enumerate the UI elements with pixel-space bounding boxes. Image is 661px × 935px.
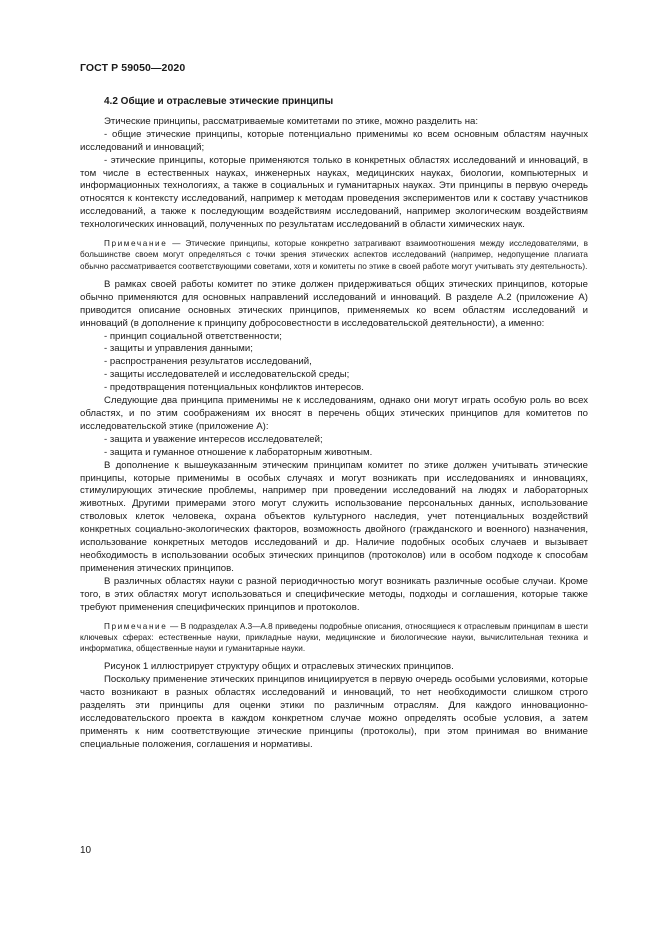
paragraph-conclusion: Поскольку применение этических принципов инициируется в первую очередь особыми условиями, которые часто возникают в разных областях исследований и инноваций, то нет необходимости слишком строго разделять эти принципы для оценки этики по различным отраслям. Для каждого инновационно-исследовательского проекта в каждом конкретном случае можно определять особые условия, а затем применять к ним соответствующие этические принципы (протоколы), при этом принимая во внимание специальные положения, соглашения и нормативы. (80, 674, 588, 750)
list-item: - предотвращения потенциальных конфликтов интересов. (104, 382, 364, 394)
list-item: - защиты и управления данными; (104, 343, 253, 355)
paragraph-fields-of-science: В различных областях науки с разной периодичностью могут возникать различные особые случаи. Кроме того, в этих областях могут использоваться и специфические методы, подходы и соглашения, которые также требуют применения специфических принципов и протоколов. (80, 575, 588, 613)
note-label: Примечание (104, 621, 168, 631)
paragraph-specific-principles: - этические принципы, которые применяются только в конкретных областях исследований и инноваций, в том числе в естественных науках, инженерных науках, медицинских науках, биологии, компьютерных и информационных технологиях, а также в социальных и гуманитарных науках. Эти принципы в первую очередь относятся к контексту исследований, например к методам проведения экспериментов или к составу участников исследований, а также к последующим воздействиям исследований, например экологическим воздействиям технологических инноваций, полученных по результатам исследований в области химических наук. (80, 154, 588, 231)
list-item: - защиты исследователей и исследовательской среды; (104, 369, 350, 381)
note-text: — В подразделах А.3—А.8 приведены подробные описания, относящиеся к отраслевым принципам в шести ключевых сферах: естественные науки, прикладные науки, медицинские и биологические науки, вычислительная техника и информатика, общественные науки и гуманитарные науки. (80, 621, 588, 654)
section-title: 4.2 Общие и отраслевые этические принципы (104, 96, 334, 107)
paragraph-figure-reference: Рисунок 1 иллюстрирует структуру общих и отраслевых этических принципов. (104, 661, 454, 673)
paragraph-special-cases: В дополнение к вышеуказанным этическим принципам комитет по этике должен учитывать этические принципы, которые применимы в особых случаях и могут возникать при исследованиях и инновациях, стимулирующих этические проблемы, например при проведении исследований на людях и лабораторных животных. Другими примерами этого могут служить использование персональных данных, использование стволовых клеток человека, охрана объектов культурного наследия, учет потенциальных воздействий конкретных социально-экологических факторов, возможность двойного (гражданского и военного) назначения, использование конкретных методов исследований и др. Наличие подобных особых случаев и вызывает необходимость в использовании особых этических принципов (протоколов) или в особом подходе к способам применения этических принципов. (80, 459, 588, 574)
list-item: - принцип социальной ответственности; (104, 330, 282, 342)
paragraph-general-principles: - общие этические принципы, которые потенциально применимы ко всем основным областям научных исследований и инноваций; (80, 128, 588, 153)
note-label: Примечание (104, 239, 168, 249)
paragraph-two-principles: Следующие два принципа применимы не к исследованиям, однако они могут играть особую роль во всех областях, и по этим соображениям их вносят в перечень общих этических принципов для комитетов по исследовательской этике (приложение А): (80, 395, 588, 432)
page-body (80, 96, 588, 752)
list-item: - защита и уважение интересов исследователей; (104, 433, 323, 445)
document-header: ГОСТ Р 59050—2020 (80, 62, 186, 74)
list-item: - защита и гуманное отношение к лабораторным животным. (104, 446, 373, 458)
paragraph-intro: Этические принципы, рассматриваемые комитетами по этике, можно разделить на: (104, 115, 478, 127)
paragraph-committee-work: В рамках своей работы комитет по этике должен придерживаться общих этических принципов, которые обычно применяются для основных направлений исследований и инноваций. В разделе А.2 (приложение А) приводится описание основных этических принципов, применяемых ко всем областям исследований и инноваций (в дополнение к принципу добросовестности в исследовательской деятельности), а именно: (80, 278, 588, 329)
note-text: — Этические принципы, которые конкретно затрагивают взаимоотношения между исследователями, в большинстве своем могут определяться с точки зрения этических аспектов исследований (например, недопущение плагиата обычно рассматривается соответствующими советами, хотя и комитеты по этике в своей работе могут учитывать эту деятельность). (80, 239, 588, 271)
note-2 (80, 621, 588, 655)
note-1 (80, 238, 588, 272)
list-item: - распространения результатов исследований, (104, 356, 312, 368)
page-number: 10 (80, 845, 92, 856)
